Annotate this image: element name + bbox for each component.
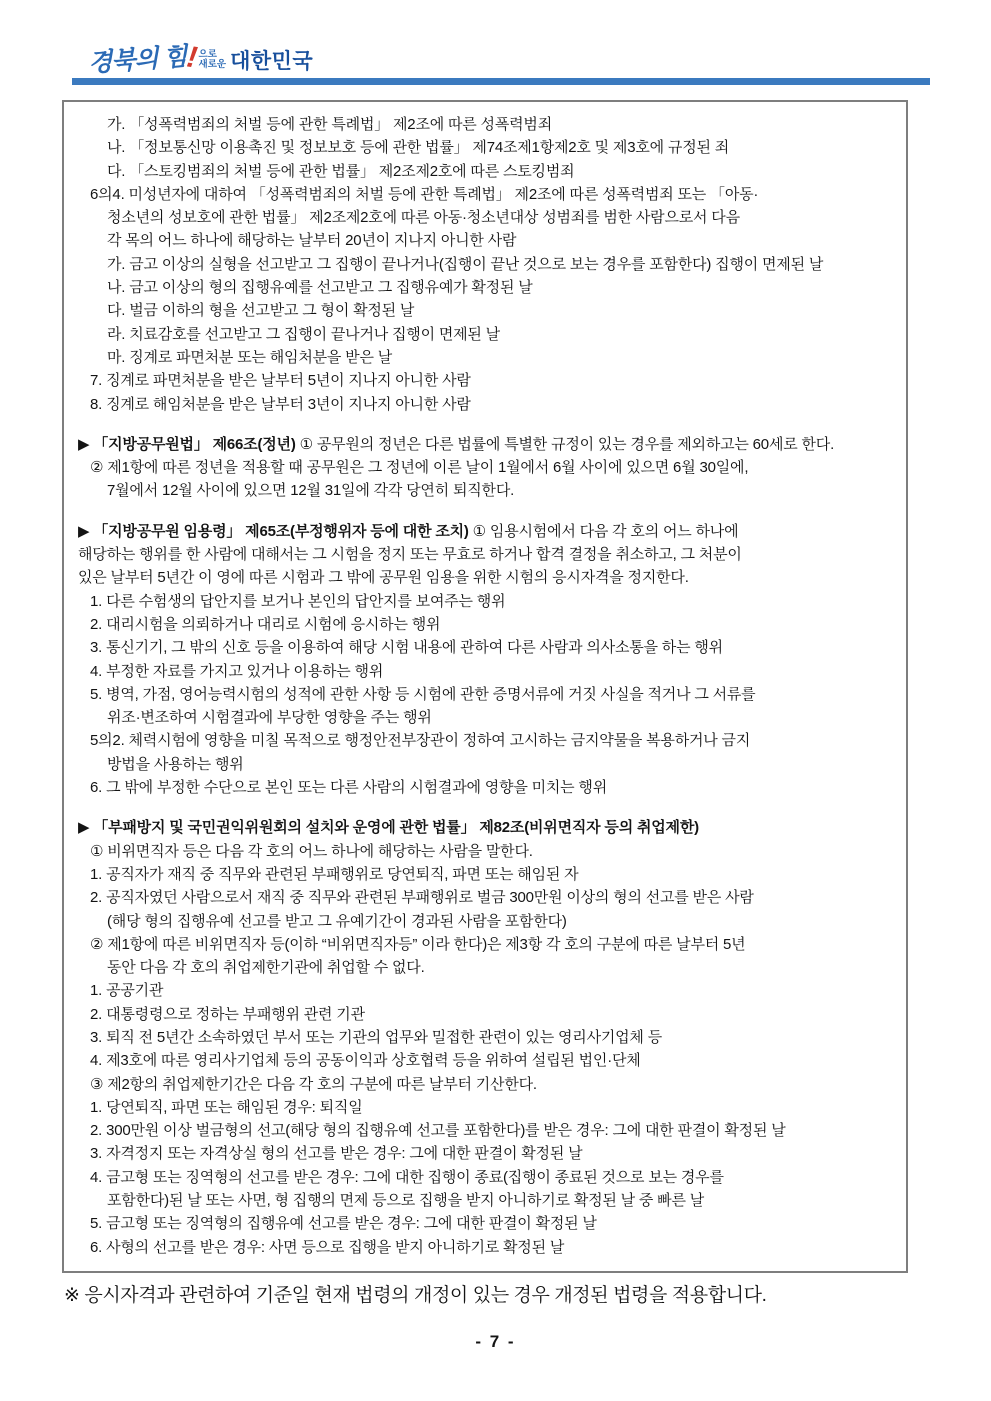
body-text: ② 제1항에 따른 비위면직자 등(이하 “비위면직자등” 이라 한다)은 제3항 각 호의 구분에 따른 날부터 5년 [90, 935, 746, 953]
text-line [76, 479, 896, 502]
body-text: 마. 징계로 파면처분 또는 해임처분을 받은 날 [107, 348, 392, 366]
text-line [76, 1189, 896, 1212]
text-line [76, 729, 896, 752]
text-line-content [90, 979, 163, 1002]
body-text: 3. 통신기기, 그 밖의 신호 등을 이용하여 해당 시험 내용에 관하여 다른 사람과 의사소통을 하는 행위 [90, 639, 723, 657]
text-line [76, 840, 896, 863]
text-line [76, 253, 896, 276]
text-line-content [107, 113, 552, 136]
header-divider-bar [72, 78, 930, 85]
text-line-content [107, 323, 500, 346]
text-line [76, 456, 896, 479]
text-line-content [107, 910, 567, 933]
text-line-content [107, 479, 514, 502]
text-line [76, 183, 896, 206]
text-line-content [90, 863, 578, 886]
body-text: 있은 날부터 5년간 이 영에 따른 시험과 그 밖에 공무원 임용을 위한 시험의 응시자격을 정지한다. [78, 569, 689, 587]
text-line [76, 369, 896, 392]
text-line-content [107, 346, 392, 369]
text-line [76, 323, 896, 346]
body-text: 각 목의 어느 하나에 해당하는 날부터 20년이 지나지 아니한 사람 [107, 232, 517, 250]
gyeongbuk-logo [88, 38, 313, 78]
text-line-content [90, 1236, 564, 1259]
text-line [76, 543, 896, 566]
text-line [76, 136, 896, 159]
text-line-content [78, 816, 699, 839]
logo-small-text [199, 50, 227, 71]
text-line [76, 956, 896, 979]
body-text: 7. 징계로 파면처분을 받은 날부터 5년이 지나지 아니한 사람 [90, 372, 471, 390]
logo-small-line1: 으로 [198, 48, 217, 60]
body-text: 다. 「스토킹범죄의 처벌 등에 관한 법률」 제2조제2호에 따른 스토킹범죄 [107, 162, 575, 180]
text-line-content [90, 660, 383, 683]
logo-brush-accent-icon: ! [184, 40, 199, 75]
text-line [76, 160, 896, 183]
body-text: ② 제1항에 따른 정년을 적용할 때 공무원은 그 정년에 이른 날이 1월에서 6월 사이에 있으면 6월 30일에, [90, 459, 749, 477]
text-line [76, 276, 896, 299]
text-line-content [107, 136, 729, 159]
text-line [76, 979, 896, 1002]
text-line-content [90, 1142, 582, 1165]
text-line-content [90, 1119, 786, 1142]
body-text: 포함한다)된 날 또는 사면, 형 집행의 면제 등으로 집행을 받지 아니하기로 확정된 날 중 빠른 날 [107, 1192, 705, 1210]
text-line-content [78, 543, 742, 566]
legal-text-box [62, 100, 908, 1273]
body-text: 2. 300만원 이상 벌금형의 선고(해당 형의 집행유예 선고를 포함한다)를 받은 경우: 그에 대한 판결이 확정된 날 [90, 1122, 786, 1140]
text-line [76, 636, 896, 659]
text-line [76, 566, 896, 589]
body-text: 가. 「성폭력범죄의 처벌 등에 관한 특례법」 제2조에 따른 성폭력범죄 [107, 116, 552, 133]
body-text: 2. 대리시험을 의뢰하거나 대리로 시험에 응시하는 행위 [90, 615, 441, 633]
text-line [76, 229, 896, 252]
body-text: 2. 대통령령으로 정하는 부패행위 관련 기관 [90, 1005, 365, 1023]
text-line [76, 933, 896, 956]
text-line-content [107, 753, 244, 776]
body-text: 7월에서 12월 사이에 있으면 12월 31일에 각각 당연히 퇴직한다. [107, 482, 515, 500]
text-line-content [90, 1073, 537, 1096]
text-line [76, 206, 896, 229]
text-line-content [107, 299, 414, 322]
body-text: 동안 다음 각 호의 취업제한기관에 취업할 수 없다. [107, 959, 425, 977]
text-line-content [107, 706, 432, 729]
text-line-content [78, 520, 738, 543]
logo-script-text: 경북의 힘 [87, 42, 188, 78]
body-text: 라. 치료감호를 선고받고 그 집행이 끝나거나 집행이 면제된 날 [107, 325, 500, 343]
text-line [76, 1073, 896, 1096]
text-line-content [90, 613, 440, 636]
text-line-content [90, 1096, 363, 1119]
text-line-content [107, 276, 533, 299]
text-line [76, 706, 896, 729]
text-line-content [78, 566, 689, 589]
body-text: 해당하는 행위를 한 사람에 대해서는 그 시험을 정지 또는 무효로 하거나 합격 결정을 취소하고, 그 처분이 [78, 546, 742, 564]
text-line [76, 1096, 896, 1119]
text-line [76, 1166, 896, 1189]
body-text: 1. 공공기관 [90, 982, 164, 1000]
body-text: 8. 징계로 해임처분을 받은 날부터 3년이 지나지 아니한 사람 [90, 395, 471, 413]
text-line [76, 753, 896, 776]
body-text: 4. 제3호에 따른 영리사기업체 등의 공동이익과 상호협력 등을 위하여 설립된 법인·단체 [90, 1052, 641, 1070]
text-line [76, 393, 896, 416]
text-line-content [90, 1166, 724, 1189]
body-text: 가. 금고 이상의 실형을 선고받고 그 집행이 끝나거나(집행이 끝난 것으로 보는 경우를 포함한다) 집행이 면제된 날 [107, 255, 824, 273]
section-heading-text: ▶ 「지방공무원 임용령」 제65조(부정행위자 등에 대한 조치) [78, 522, 469, 540]
text-line [76, 910, 896, 933]
text-line [76, 1003, 896, 1026]
text-line [76, 113, 896, 136]
body-text: 1. 공직자가 재직 중 직무와 관련된 부패행위로 당연퇴직, 파면 또는 해임된 자 [90, 865, 579, 883]
text-line-content [107, 229, 516, 252]
body-text: 청소년의 성보호에 관한 법률」 제2조제2호에 따른 아동·청소년대상 성범죄를 범한 사람으로서 다음 [107, 209, 740, 227]
text-line-content [90, 1026, 662, 1049]
body-text: 3. 자격정지 또는 자격상실 형의 선고를 받은 경우: 그에 대한 판결이 확정된 날 [90, 1145, 583, 1163]
body-text: 4. 금고형 또는 징역형의 선고를 받은 경우: 그에 대한 집행이 종료(집행이 종료된 것으로 보는 경우를 [90, 1168, 724, 1186]
text-line [76, 776, 896, 799]
text-line-content [90, 776, 607, 799]
body-text: 5의2. 체력시험에 영향을 미칠 목적으로 행정안전부장관이 정하여 고시하는 금지약물을 복용하거나 금지 [90, 732, 751, 750]
text-line-content [90, 840, 533, 863]
page-number: - 7 - [475, 1332, 516, 1351]
body-text: 4. 부정한 자료를 가지고 있거나 이용하는 행위 [90, 662, 384, 680]
body-text: 나. 금고 이상의 형의 집행유예를 선고받고 그 집행유예가 확정된 날 [107, 279, 533, 297]
text-line-content [107, 206, 740, 229]
body-text: 1. 다른 수험생의 답안지를 보거나 본인의 답안지를 보여주는 행위 [90, 592, 506, 610]
text-line [76, 863, 896, 886]
body-text: 3. 퇴직 전 5년간 소속하였던 부서 또는 기관의 업무와 밀접한 관련이 있는 영리사기업체 등 [90, 1028, 662, 1046]
logo-small-line2: 새로운 [198, 59, 227, 70]
text-line-content [90, 933, 745, 956]
text-line [76, 1142, 896, 1165]
body-text: 6. 사형의 선고를 받은 경우: 사면 등으로 집행을 받지 아니하기로 확정된 날 [90, 1238, 565, 1256]
text-line-content [90, 183, 758, 206]
text-line [76, 299, 896, 322]
text-line-content [78, 433, 834, 456]
body-text: 위조·변조하여 시험결과에 부당한 영향을 주는 행위 [107, 709, 432, 727]
text-line [76, 520, 896, 543]
body-text: 5. 금고형 또는 징역형의 집행유예 선고를 받은 경우: 그에 대한 판결이 확정된 날 [90, 1215, 597, 1233]
text-line [76, 886, 896, 909]
body-text: 5. 병역, 가점, 영어능력시험의 성적에 관한 사항 등 시험에 관한 증명서류에 거짓 사실을 적거나 그 서류를 [90, 685, 756, 703]
body-text: 나. 「정보통신망 이용촉진 및 정보보호 등에 관한 법률」 제74조제1항제2호 및 제3호에 규정된 죄 [107, 139, 730, 157]
text-line-content [107, 1189, 704, 1212]
text-line-content [90, 1212, 597, 1235]
body-text: ① 비위면직자 등은 다음 각 호의 어느 하나에 해당하는 사람을 말한다. [90, 842, 533, 860]
text-line-content [90, 683, 755, 706]
text-line [76, 683, 896, 706]
text-line [76, 1212, 896, 1235]
body-text: (해당 형의 집행유예 선고를 받고 그 유예기간이 경과된 사람을 포함한다) [107, 912, 567, 930]
body-text: ③ 제2항의 취업제한기간은 다음 각 호의 구분에 따른 날부터 기산한다. [90, 1075, 537, 1093]
text-line [76, 1026, 896, 1049]
text-line [76, 660, 896, 683]
body-text: ① 임용시험에서 다음 각 호의 어느 하나에 [468, 522, 739, 540]
body-text: ① 공무원의 정년은 다른 법률에 특별한 규정이 있는 경우를 제외하고는 60세로 한다. [295, 435, 835, 453]
text-line [76, 433, 896, 456]
text-line-content [90, 636, 723, 659]
text-line-content [107, 160, 574, 183]
body-text: 방법을 사용하는 행위 [107, 755, 244, 773]
text-line [76, 1119, 896, 1142]
body-text: 1. 당연퇴직, 파면 또는 해임된 경우: 퇴직일 [90, 1098, 363, 1116]
text-line [76, 1049, 896, 1072]
text-line [76, 346, 896, 369]
section-disqualification-continued [76, 113, 896, 416]
section-heading-text: ▶ 「지방공무원법」 제66조(정년) [78, 435, 296, 453]
text-line-content [90, 393, 471, 416]
text-line [76, 613, 896, 636]
text-line-content [90, 1049, 641, 1072]
text-line-content [107, 956, 425, 979]
logo-country-text: 대한민국 [230, 50, 314, 73]
section-anti-corruption-act-82 [76, 816, 896, 1259]
section-local-officials-decree-65 [76, 520, 896, 800]
body-text: 다. 벌금 이하의 형을 선고받고 그 형이 확정된 날 [107, 302, 415, 320]
text-line-content [90, 456, 748, 479]
section-heading-text: ▶ 「부패방지 및 국민권익위원회의 설치와 운영에 관한 법률」 제82조(비위면직자 등의 취업제한) [78, 819, 699, 837]
section-local-officials-act-66 [76, 433, 896, 503]
body-text: 2. 공직자였던 사람으로서 재직 중 직무와 관련된 부패행위로 벌금 300만원 이상의 형의 선고를 받은 사람 [90, 889, 754, 907]
text-line [76, 590, 896, 613]
body-text: 6. 그 밖에 부정한 수단으로 본인 또는 다른 사람의 시험결과에 영향을 미치는 행위 [90, 779, 608, 797]
text-line [76, 816, 896, 839]
text-line-content [90, 369, 471, 392]
text-line-content [90, 590, 505, 613]
text-line-content [90, 1003, 365, 1026]
text-line-content [107, 253, 823, 276]
text-line-content [90, 886, 754, 909]
footnote: ※ 응시자격과 관련하여 기준일 현재 법령의 개정이 있는 경우 개정된 법령을 적용합니다. [64, 1285, 767, 1306]
text-line-content [90, 729, 750, 752]
body-text: 6의4. 미성년자에 대하여 「성폭력범죄의 처벌 등에 관한 특례법」 제2조에 따른 성폭력범죄 또는 「아동· [90, 185, 759, 203]
text-line [76, 1236, 896, 1259]
